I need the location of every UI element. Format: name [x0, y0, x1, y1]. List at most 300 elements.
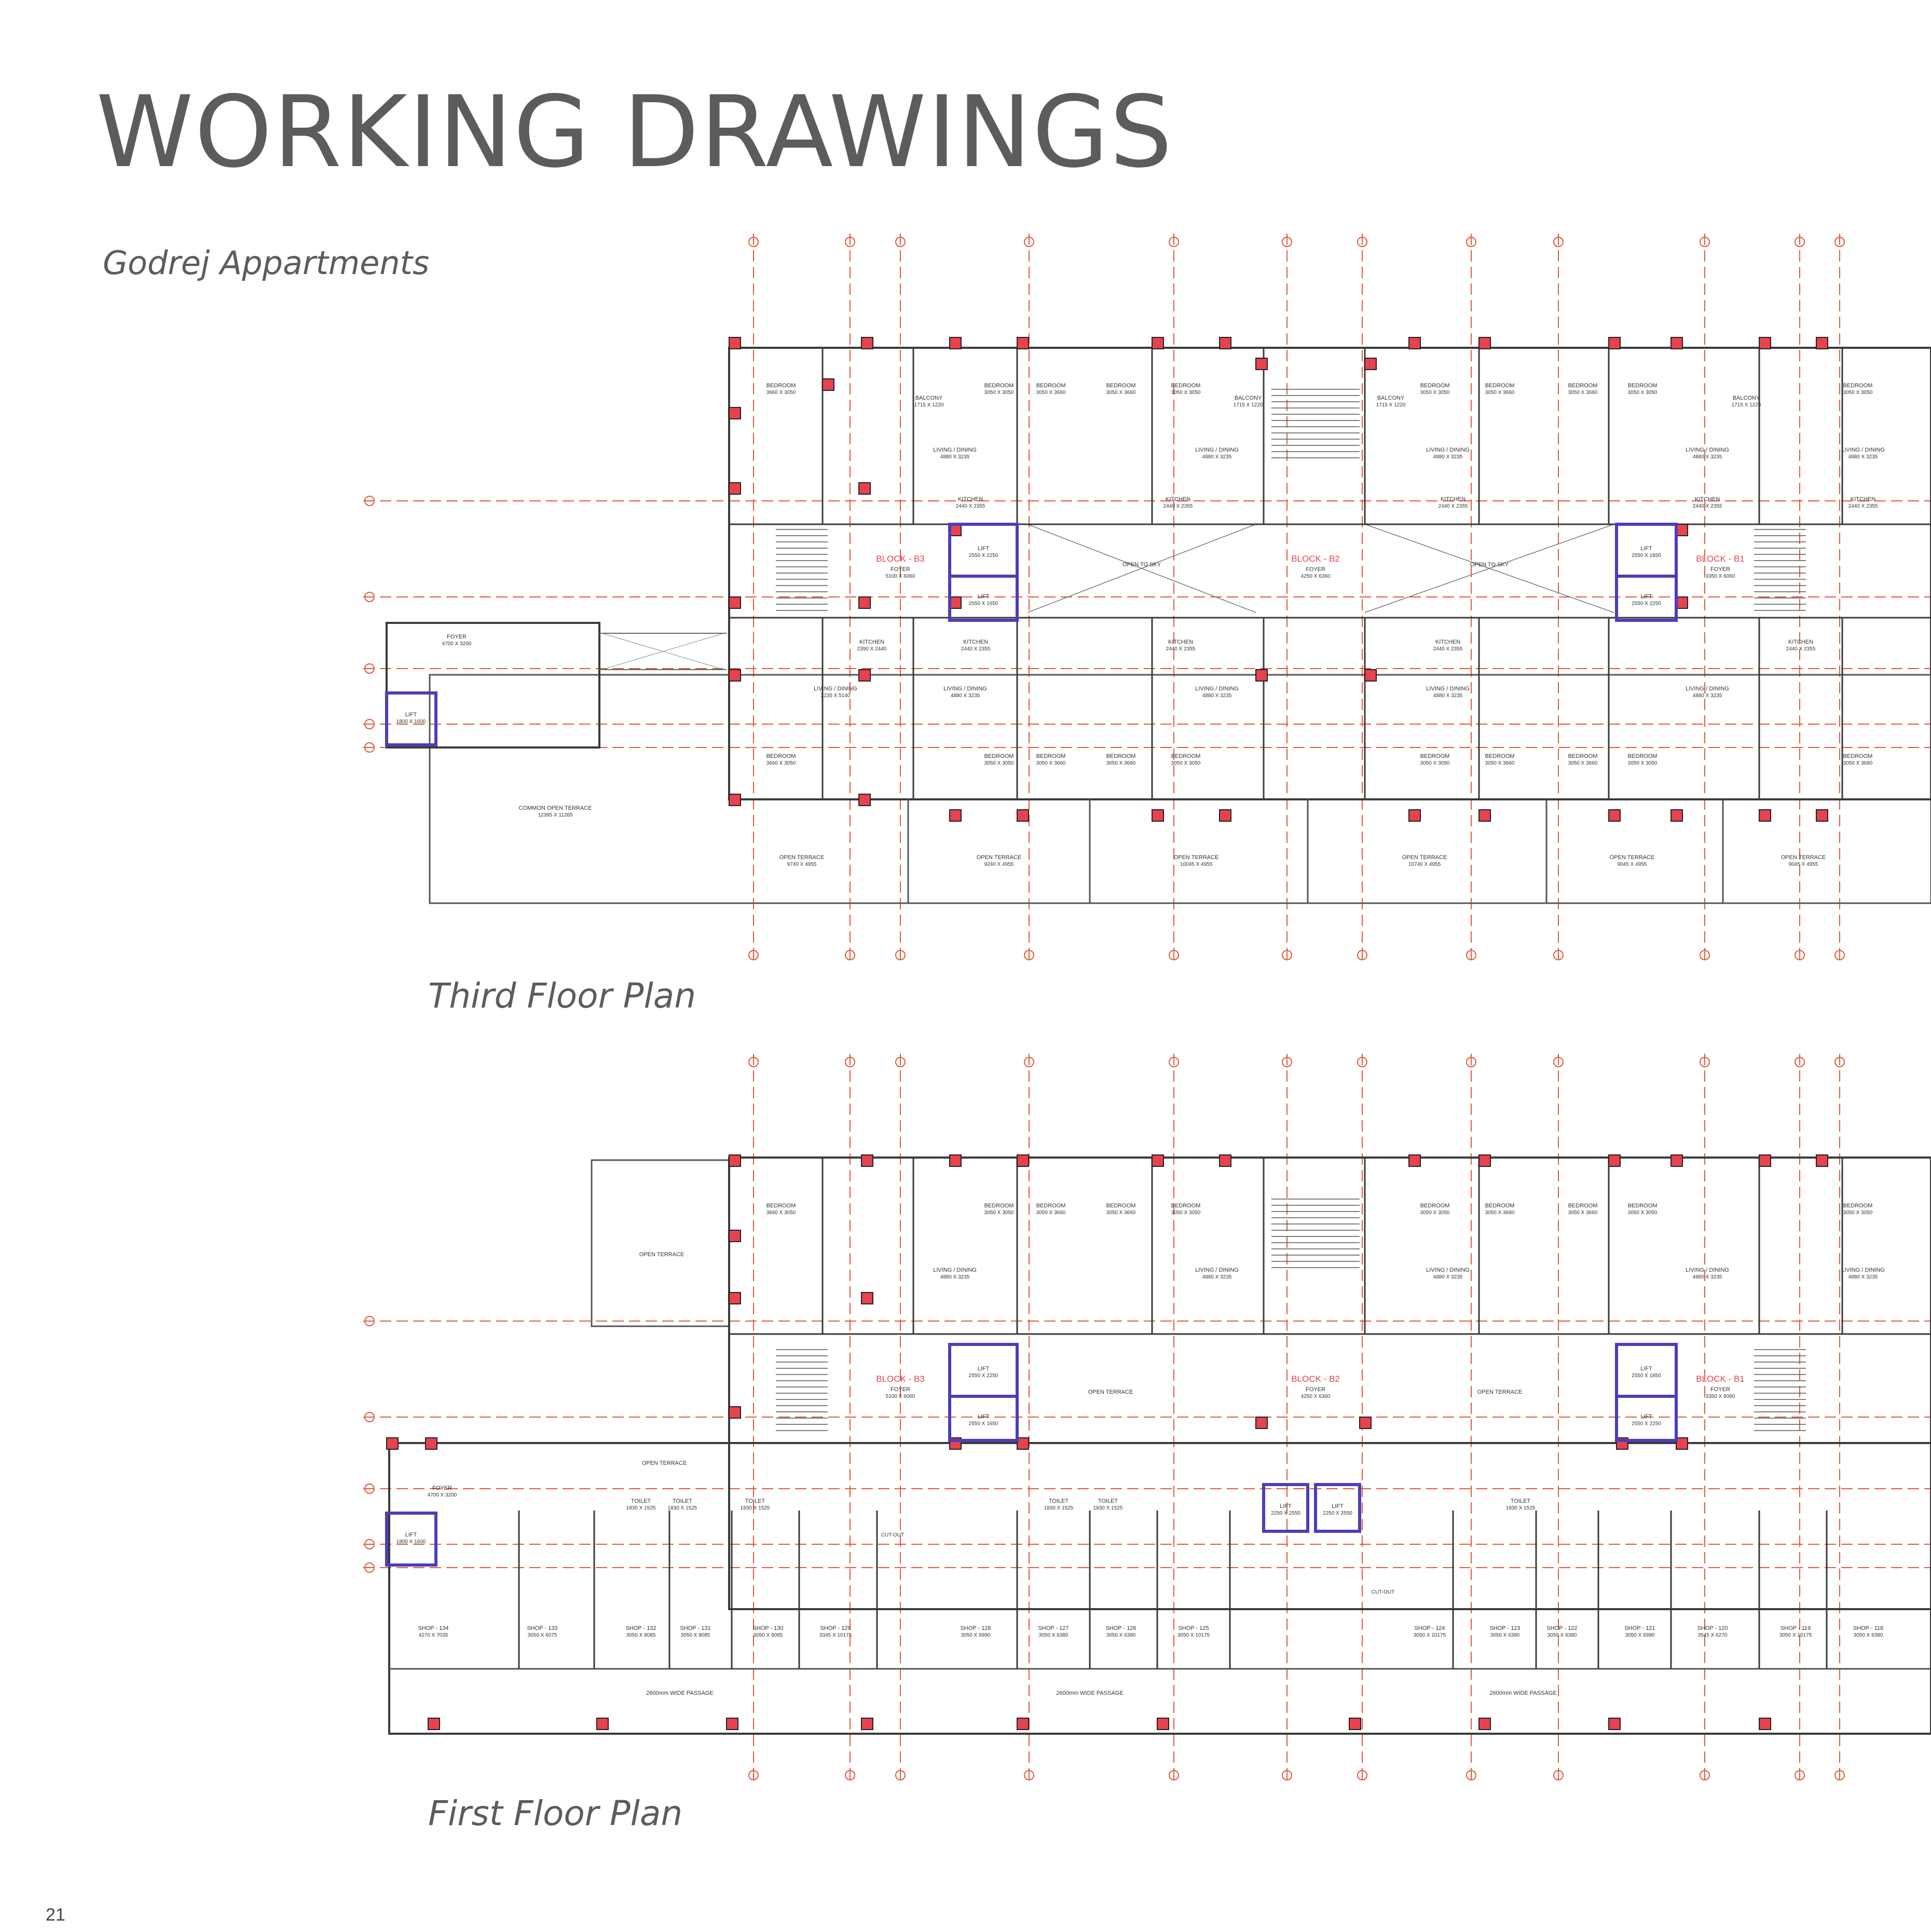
- structural-column: [1479, 1155, 1490, 1166]
- structural-column: [729, 597, 741, 608]
- terrace-label-size: 9740 X 4955: [787, 862, 817, 867]
- bedroom-label-size: 3050 X 3050: [1171, 1210, 1201, 1216]
- toilet-label: TOILET: [1510, 1498, 1531, 1504]
- kitchen-label: KITCHEN: [1165, 496, 1191, 502]
- kitchen-label: KITCHEN: [1440, 496, 1466, 502]
- terrace-label-size: 10740 X 4955: [1408, 862, 1441, 867]
- shop-label: SHOP - 132: [625, 1625, 656, 1631]
- structural-column: [729, 1407, 741, 1418]
- structural-column: [426, 1438, 437, 1449]
- living-dining-label: LIVING / DINING: [943, 686, 987, 692]
- terrace-label: OPEN TERRACE: [1173, 854, 1219, 861]
- balcony-label-size: 1715 X 1220: [914, 402, 944, 408]
- structural-column: [1479, 1718, 1490, 1730]
- living-dining-label-size: 4880 X 3235: [1692, 454, 1722, 460]
- terrace-label: OPEN TERRACE: [779, 854, 825, 861]
- bedroom-label: BEDROOM: [1036, 1203, 1066, 1209]
- bedroom-label: BEDROOM: [1485, 753, 1515, 759]
- shop-label: SHOP - 129: [820, 1625, 851, 1631]
- living-dining-label: LIVING / DINING: [1195, 686, 1239, 692]
- bedroom-label-size: 3660 X 3050: [766, 760, 796, 766]
- lift-b1-a-label-size: 2550 X 1850: [1632, 1373, 1661, 1379]
- block-name-label: BLOCK - B3: [876, 554, 925, 564]
- structural-column: [1017, 810, 1029, 821]
- balcony-label: BALCONY: [1732, 395, 1760, 401]
- left-lobby-foyer-label-size: 4700 X 3200: [442, 641, 472, 647]
- bedroom-label-size: 3050 X 3660: [1485, 760, 1515, 766]
- living-dining-label: LIVING / DINING: [933, 447, 977, 453]
- bedroom-label: BEDROOM: [1627, 1203, 1658, 1209]
- block-name-label: BLOCK - B1: [1696, 1374, 1745, 1384]
- structural-column: [859, 794, 870, 806]
- shop-label-size: 3050 X 6990: [961, 1632, 991, 1638]
- balcony-label-size: 1715 X 1220: [1233, 402, 1263, 408]
- structural-column: [1759, 1718, 1771, 1730]
- structural-column: [859, 483, 870, 494]
- living-dining-label-size: 4880 X 3235: [1692, 1274, 1722, 1280]
- bedroom-label: BEDROOM: [1106, 1203, 1136, 1209]
- toilet-label: TOILET: [1098, 1498, 1118, 1504]
- living-dining-label: LIVING / DINING: [1426, 1267, 1470, 1273]
- living-dining-label-size: 3235 X 5140: [820, 693, 851, 699]
- block-foyer-label: FOYER: [891, 566, 910, 573]
- shop-label: SHOP - 119: [1780, 1625, 1811, 1631]
- bedroom-label: BEDROOM: [1843, 753, 1873, 759]
- shop-label-size: 4270 X 7035: [418, 1632, 448, 1638]
- shop-label-size: 3050 X 6380: [1106, 1632, 1136, 1638]
- bedroom-label-size: 3050 X 3660: [1485, 1210, 1515, 1216]
- toilet-label: TOILET: [631, 1498, 651, 1504]
- structural-column: [1220, 1155, 1231, 1166]
- structural-column: [1365, 358, 1376, 370]
- kitchen-label: KITCHEN: [963, 639, 989, 645]
- toilet-label: TOILET: [672, 1498, 693, 1504]
- bedroom-label: BEDROOM: [1627, 753, 1658, 759]
- kitchen-label: KITCHEN: [1435, 639, 1461, 645]
- bedroom-label-size: 3050 X 3660: [1106, 760, 1136, 766]
- left-lobby-wall: [387, 623, 599, 747]
- kitchen-label-size: 2440 X 2355: [961, 646, 991, 652]
- structural-column: [1609, 810, 1620, 821]
- structural-column: [1017, 337, 1029, 349]
- structural-column: [387, 1438, 398, 1449]
- bedroom-label-size: 3050 X 3660: [1106, 1210, 1136, 1216]
- bedroom-label-size: 3050 X 3050: [1420, 760, 1450, 766]
- structural-column: [1759, 1155, 1771, 1166]
- bedroom-label: BEDROOM: [1568, 753, 1598, 759]
- bedroom-label: BEDROOM: [1843, 1203, 1873, 1209]
- structural-column: [428, 1718, 440, 1730]
- bedroom-label: BEDROOM: [766, 383, 796, 389]
- structural-column: [1671, 1155, 1682, 1166]
- bedroom-label-size: 3050 X 3050: [984, 760, 1014, 766]
- bedroom-label: BEDROOM: [1106, 383, 1136, 389]
- lift-b3-a-label: LIFT: [977, 546, 990, 552]
- bedroom-label: BEDROOM: [1420, 1203, 1450, 1209]
- living-dining-label-size: 4880 X 3235: [1202, 454, 1232, 460]
- shop-label-size: 3050 X 10175: [1779, 1632, 1812, 1638]
- structural-column: [729, 483, 741, 494]
- living-dining-label-size: 4880 X 3235: [1433, 693, 1463, 699]
- bedroom-label-size: 3050 X 3050: [984, 1210, 1014, 1216]
- bedroom-label-size: 3660 X 3050: [766, 1210, 796, 1216]
- block-foyer-label: FOYER: [1306, 566, 1325, 573]
- structural-column: [1676, 524, 1688, 536]
- shop-label-size: 3050 X 6380: [1853, 1632, 1883, 1638]
- structural-column: [1220, 810, 1231, 821]
- kitchen-label-size: 2440 X 2355: [955, 504, 985, 509]
- structural-column: [729, 1230, 741, 1242]
- structural-column: [1409, 337, 1420, 349]
- bedroom-label: BEDROOM: [1568, 1203, 1598, 1209]
- living-dining-label: LIVING / DINING: [814, 686, 857, 692]
- third-floor-plan-drawing: [0, 223, 1931, 976]
- structural-column: [950, 1155, 961, 1166]
- shop-label-size: 3050 X 10175: [1413, 1632, 1446, 1638]
- shop-label-size: 3050 X 6990: [1625, 1632, 1655, 1638]
- shop-label: SHOP - 131: [680, 1625, 711, 1631]
- page-number: 21: [46, 1905, 65, 1925]
- block-foyer-label: FOYER: [891, 1386, 910, 1393]
- toilet-label: TOILET: [1048, 1498, 1069, 1504]
- terrace-label-size: 9240 X 4955: [984, 862, 1014, 867]
- shop-label: SHOP - 130: [752, 1625, 784, 1631]
- passage-label: 2600mm WIDE PASSAGE: [646, 1690, 714, 1696]
- structural-column: [1479, 810, 1490, 821]
- open-to-sky-label: OPEN TO SKY: [1122, 562, 1161, 568]
- bedroom-label-size: 3050 X 3660: [1036, 390, 1066, 396]
- left-lobby-foyer-label-size: 4700 X 3200: [427, 1492, 457, 1498]
- first-floor-plan-caption: First Floor Plan: [428, 1793, 683, 1833]
- structural-column: [823, 379, 834, 390]
- block-foyer-label-size: 4250 X 6360: [1300, 1394, 1331, 1399]
- structural-column: [859, 597, 870, 608]
- living-dining-label-size: 4880 X 3235: [940, 454, 970, 460]
- kitchen-label-size: 2390 X 2440: [857, 646, 887, 652]
- bedroom-label: BEDROOM: [1843, 383, 1873, 389]
- structural-column: [597, 1718, 608, 1730]
- kitchen-label-size: 2440 X 2355: [1692, 504, 1722, 509]
- kitchen-label: KITCHEN: [957, 496, 983, 502]
- left-lobby-foyer-label: FOYER: [447, 634, 467, 640]
- passage-label: 2600mm WIDE PASSAGE: [1056, 1690, 1124, 1696]
- kitchen-label: KITCHEN: [1850, 496, 1876, 502]
- structural-column: [861, 1292, 873, 1304]
- living-dining-label-size: 4880 X 3235: [1433, 454, 1463, 460]
- block-name-label: BLOCK - B1: [1696, 554, 1745, 564]
- living-dining-label: LIVING / DINING: [1686, 1267, 1729, 1273]
- block-name-label: BLOCK - B2: [1291, 554, 1340, 564]
- lift-b1-a-label: LIFT: [1640, 1366, 1652, 1372]
- structural-column: [1609, 1155, 1620, 1166]
- structural-column: [861, 1718, 873, 1730]
- structural-column: [1671, 810, 1682, 821]
- structural-column: [729, 794, 741, 806]
- bedroom-label-size: 3050 X 3050: [1420, 390, 1450, 396]
- balcony-label: BALCONY: [1234, 395, 1262, 401]
- lift-b2-b-label-size: 2250 X 2550: [1323, 1511, 1352, 1516]
- structural-column: [1759, 337, 1771, 349]
- shop-label-size: 3050 X 6380: [1490, 1632, 1520, 1638]
- bedroom-label-size: 3050 X 3660: [1568, 1210, 1598, 1216]
- kitchen-label-size: 2440 X 2355: [1848, 504, 1878, 509]
- structural-column: [729, 407, 741, 419]
- shop-label: SHOP - 127: [1038, 1625, 1069, 1631]
- lift-b3-a-label: LIFT: [977, 1366, 990, 1372]
- bedroom-label-size: 3050 X 3660: [1485, 390, 1515, 396]
- shop-label-size: 3545 X 6270: [1697, 1632, 1728, 1638]
- page-title: WORKING DRAWINGS: [96, 75, 1173, 189]
- open-terrace-label: OPEN TERRACE: [1477, 1389, 1523, 1395]
- bedroom-label-size: 3050 X 3660: [1106, 390, 1136, 396]
- shop-label: SHOP - 118: [1853, 1625, 1884, 1631]
- kitchen-label-size: 2440 X 2355: [1433, 646, 1463, 652]
- lift-b3-b-label-size: 2550 X 1650: [968, 601, 998, 607]
- block-foyer-label-size: 5100 X 6060: [885, 1394, 915, 1399]
- bedroom-label-size: 3050 X 3660: [1568, 390, 1598, 396]
- block-foyer-label: FOYER: [1306, 1386, 1325, 1393]
- first-floor-plan-drawing: [0, 1043, 1931, 1796]
- living-dining-label: LIVING / DINING: [1686, 686, 1729, 692]
- structural-column: [729, 1155, 741, 1166]
- bedroom-label-size: 3050 X 3660: [1036, 760, 1066, 766]
- cutout-label: CUT-OUT: [881, 1532, 905, 1538]
- bedroom-label: BEDROOM: [984, 1203, 1014, 1209]
- shop-label: SHOP - 122: [1546, 1625, 1578, 1631]
- left-lobby-foyer-label: FOYER: [432, 1485, 452, 1491]
- shop-label: SHOP - 121: [1624, 1625, 1655, 1631]
- bedroom-label-size: 3050 X 3660: [1568, 760, 1598, 766]
- balcony-label: BALCONY: [1377, 395, 1405, 401]
- block-foyer-label-size: 4250 X 6360: [1300, 574, 1331, 579]
- shop-label: SHOP - 120: [1697, 1625, 1728, 1631]
- living-dining-label: LIVING / DINING: [1841, 447, 1885, 453]
- living-dining-label-size: 4880 X 3235: [1433, 1274, 1463, 1280]
- left-lobby-lift-label: LIFT: [405, 1532, 417, 1538]
- shop-label: SHOP - 133: [527, 1625, 558, 1631]
- bedroom-label: BEDROOM: [984, 383, 1014, 389]
- structural-column: [1256, 358, 1267, 370]
- structural-column: [861, 337, 873, 349]
- structural-column: [1365, 670, 1376, 681]
- toilet-label-size: 1830 X 1525: [740, 1505, 770, 1511]
- balcony-label: BALCONY: [915, 395, 943, 401]
- structural-column: [1152, 1155, 1163, 1166]
- bedroom-label: BEDROOM: [1171, 383, 1201, 389]
- shop-block-outline: [389, 1443, 1931, 1734]
- terrace-label: OPEN TERRACE: [1781, 854, 1826, 861]
- bedroom-label: BEDROOM: [1627, 383, 1658, 389]
- lift-b2-a-label: LIFT: [1280, 1503, 1292, 1509]
- structural-column: [859, 670, 870, 681]
- structural-column: [1816, 810, 1828, 821]
- bedroom-label-size: 3050 X 3660: [1036, 1210, 1066, 1216]
- structural-column: [1017, 1438, 1029, 1449]
- toilet-label-size: 1830 X 1525: [1093, 1505, 1123, 1511]
- lift-b3-a-label-size: 2550 X 2250: [968, 1373, 998, 1379]
- left-lobby-lift-label-size: 1800 X 1600: [396, 719, 426, 725]
- terrace-label-size: 9045 X 4955: [1617, 862, 1647, 867]
- structural-column: [1256, 670, 1267, 681]
- left-lobby-lift-label-size: 1800 X 1600: [396, 1539, 426, 1545]
- block-foyer-label: FOYER: [1710, 1386, 1730, 1393]
- shop-label-size: 3050 X 6075: [527, 1632, 557, 1638]
- terrace-label: OPEN TERRACE: [1609, 854, 1655, 861]
- terrace-label: OPEN TERRACE: [1402, 854, 1447, 861]
- open-terrace-left: [592, 1160, 729, 1326]
- passage-label: 2600mm WIDE PASSAGE: [1489, 1690, 1557, 1696]
- living-dining-label-size: 4880 X 3235: [940, 1274, 970, 1280]
- structural-column: [1017, 1155, 1029, 1166]
- structural-column: [1409, 1155, 1420, 1166]
- toilet-label-size: 1830 X 1525: [626, 1505, 656, 1511]
- bedroom-label-size: 3050 X 3050: [1171, 390, 1201, 396]
- structural-column: [1409, 810, 1420, 821]
- block-foyer-label-size: 3350 X 6060: [1705, 574, 1735, 579]
- living-dining-label-size: 4880 X 3235: [1848, 1274, 1878, 1280]
- kitchen-label-size: 2440 X 2355: [1166, 646, 1196, 652]
- structural-column: [1152, 337, 1163, 349]
- kitchen-label-size: 2440 X 2355: [1438, 504, 1468, 509]
- structural-column: [1816, 1155, 1828, 1166]
- open-to-sky-label: OPEN TO SKY: [1470, 562, 1509, 568]
- terrace-label: OPEN TERRACE: [976, 854, 1022, 861]
- balcony-label-size: 1715 X 1220: [1376, 402, 1406, 408]
- shop-label-size: 3050 X 6380: [1038, 1632, 1069, 1638]
- bedroom-label-size: 3050 X 3050: [1171, 760, 1201, 766]
- shop-label: SHOP - 123: [1489, 1625, 1521, 1631]
- bedroom-label-size: 3050 X 3050: [1843, 390, 1873, 396]
- shop-label-size: 3050 X 8085: [753, 1632, 783, 1638]
- lift-b1-a-label: LIFT: [1640, 546, 1652, 552]
- shop-label-size: 3050 X 8085: [626, 1632, 656, 1638]
- bedroom-label: BEDROOM: [1106, 753, 1136, 759]
- bedroom-label-size: 3050 X 3050: [1627, 390, 1658, 396]
- structural-column: [1671, 337, 1682, 349]
- bedroom-label: BEDROOM: [1420, 753, 1450, 759]
- structural-column: [727, 1718, 738, 1730]
- shop-label: SHOP - 126: [1105, 1625, 1136, 1631]
- structural-column: [729, 1292, 741, 1304]
- bedroom-label: BEDROOM: [766, 753, 796, 759]
- block-foyer-label-size: 5100 X 6060: [885, 574, 915, 579]
- structural-column: [1360, 1417, 1371, 1428]
- lift-b1-b-label-size: 2550 X 2250: [1632, 1421, 1661, 1427]
- shop-label: SHOP - 124: [1414, 1625, 1445, 1631]
- bedroom-label-size: 3660 X 3050: [766, 390, 796, 396]
- bedroom-label: BEDROOM: [1485, 1203, 1515, 1209]
- bedroom-label: BEDROOM: [1036, 753, 1066, 759]
- lift-b3-a-label-size: 2550 X 2250: [968, 553, 998, 559]
- structural-column: [950, 337, 961, 349]
- living-dining-label-size: 4880 X 3235: [1202, 1274, 1232, 1280]
- shop-label-size: 3050 X 8085: [680, 1632, 710, 1638]
- bedroom-label-size: 3050 X 3660: [1843, 760, 1873, 766]
- living-dining-label-size: 4880 X 3235: [950, 693, 980, 699]
- lift-b1-b-label: LIFT: [1640, 1413, 1652, 1420]
- toilet-label: TOILET: [745, 1498, 765, 1504]
- living-dining-label: LIVING / DINING: [1195, 447, 1239, 453]
- structural-column: [1609, 337, 1620, 349]
- cutout-label: CUT-OUT: [1371, 1589, 1395, 1595]
- living-dining-label-size: 4880 X 3235: [1848, 454, 1878, 460]
- bedroom-label-size: 3050 X 3050: [1420, 1210, 1450, 1216]
- terrace-label-size: 12395 X 11265: [538, 812, 573, 818]
- open-terrace-label: OPEN TERRACE: [641, 1460, 687, 1466]
- lift-b3-b-label: LIFT: [977, 1413, 990, 1420]
- terrace-label: COMMON OPEN TERRACE: [518, 805, 592, 811]
- bedroom-label-size: 3050 X 3050: [984, 390, 1014, 396]
- bedroom-label: BEDROOM: [984, 753, 1014, 759]
- shop-label: SHOP - 128: [960, 1625, 991, 1631]
- kitchen-label: KITCHEN: [1168, 639, 1194, 645]
- bedroom-label: BEDROOM: [1036, 383, 1066, 389]
- toilet-label-size: 1830 X 1525: [1044, 1505, 1074, 1511]
- shop-label: SHOP - 125: [1178, 1625, 1209, 1631]
- block-name-label: BLOCK - B3: [876, 1374, 925, 1384]
- lift-b1-b-label-size: 2550 X 2250: [1632, 601, 1661, 607]
- living-dining-label: LIVING / DINING: [1841, 1267, 1885, 1273]
- bedroom-label-size: 3050 X 3050: [1627, 1210, 1658, 1216]
- structural-column: [1256, 1417, 1267, 1428]
- bedroom-label: BEDROOM: [1171, 1203, 1201, 1209]
- structural-column: [1349, 1718, 1361, 1730]
- bedroom-label: BEDROOM: [1171, 753, 1201, 759]
- shop-label-size: 3345 X 10175: [819, 1632, 852, 1638]
- structural-column: [1609, 1718, 1620, 1730]
- structural-column: [861, 1155, 873, 1166]
- project-name: Godrej Appartments: [103, 244, 430, 282]
- living-dining-label: LIVING / DINING: [1195, 1267, 1239, 1273]
- balcony-label-size: 1715 X 1220: [1731, 402, 1761, 408]
- structural-column: [1676, 1438, 1688, 1449]
- terrace-slab: [430, 675, 1931, 903]
- terrace-label-size: 9045 X 4955: [1788, 862, 1818, 867]
- shop-label-size: 3050 X 6380: [1547, 1632, 1577, 1638]
- lift-b1-b-label: LIFT: [1640, 593, 1652, 600]
- bedroom-label-size: 3050 X 3050: [1627, 760, 1658, 766]
- kitchen-label: KITCHEN: [1694, 496, 1720, 502]
- structural-column: [1017, 1718, 1029, 1730]
- living-dining-label: LIVING / DINING: [933, 1267, 977, 1273]
- living-dining-label: LIVING / DINING: [1426, 447, 1470, 453]
- structural-column: [729, 670, 741, 681]
- living-dining-label: LIVING / DINING: [1426, 686, 1470, 692]
- block-foyer-label-size: 3350 X 6060: [1705, 1394, 1735, 1399]
- structural-column: [1152, 810, 1163, 821]
- living-dining-label: LIVING / DINING: [1686, 447, 1729, 453]
- kitchen-label-size: 2440 X 2355: [1786, 646, 1816, 652]
- kitchen-label-size: 2440 X 2355: [1163, 504, 1193, 509]
- shop-label: SHOP - 134: [418, 1625, 449, 1631]
- block-name-label: BLOCK - B2: [1291, 1374, 1340, 1384]
- lift-b1-a-label-size: 2550 X 1850: [1632, 553, 1661, 559]
- structural-column: [1157, 1718, 1169, 1730]
- kitchen-label: KITCHEN: [1788, 639, 1814, 645]
- terrace-label-size: 10045 X 4955: [1180, 862, 1213, 867]
- bedroom-label-size: 3050 X 3050: [1843, 1210, 1873, 1216]
- structural-column: [1220, 337, 1231, 349]
- structural-column: [1816, 337, 1828, 349]
- lift-b2-a-label-size: 2250 X 2550: [1271, 1511, 1300, 1516]
- lift-b3-b-label: LIFT: [977, 593, 990, 600]
- bedroom-label: BEDROOM: [1485, 383, 1515, 389]
- structural-column: [1479, 337, 1490, 349]
- structural-column: [1676, 597, 1688, 608]
- structural-column: [729, 337, 741, 349]
- structural-column: [950, 597, 961, 608]
- living-dining-label-size: 4880 X 3235: [1692, 693, 1722, 699]
